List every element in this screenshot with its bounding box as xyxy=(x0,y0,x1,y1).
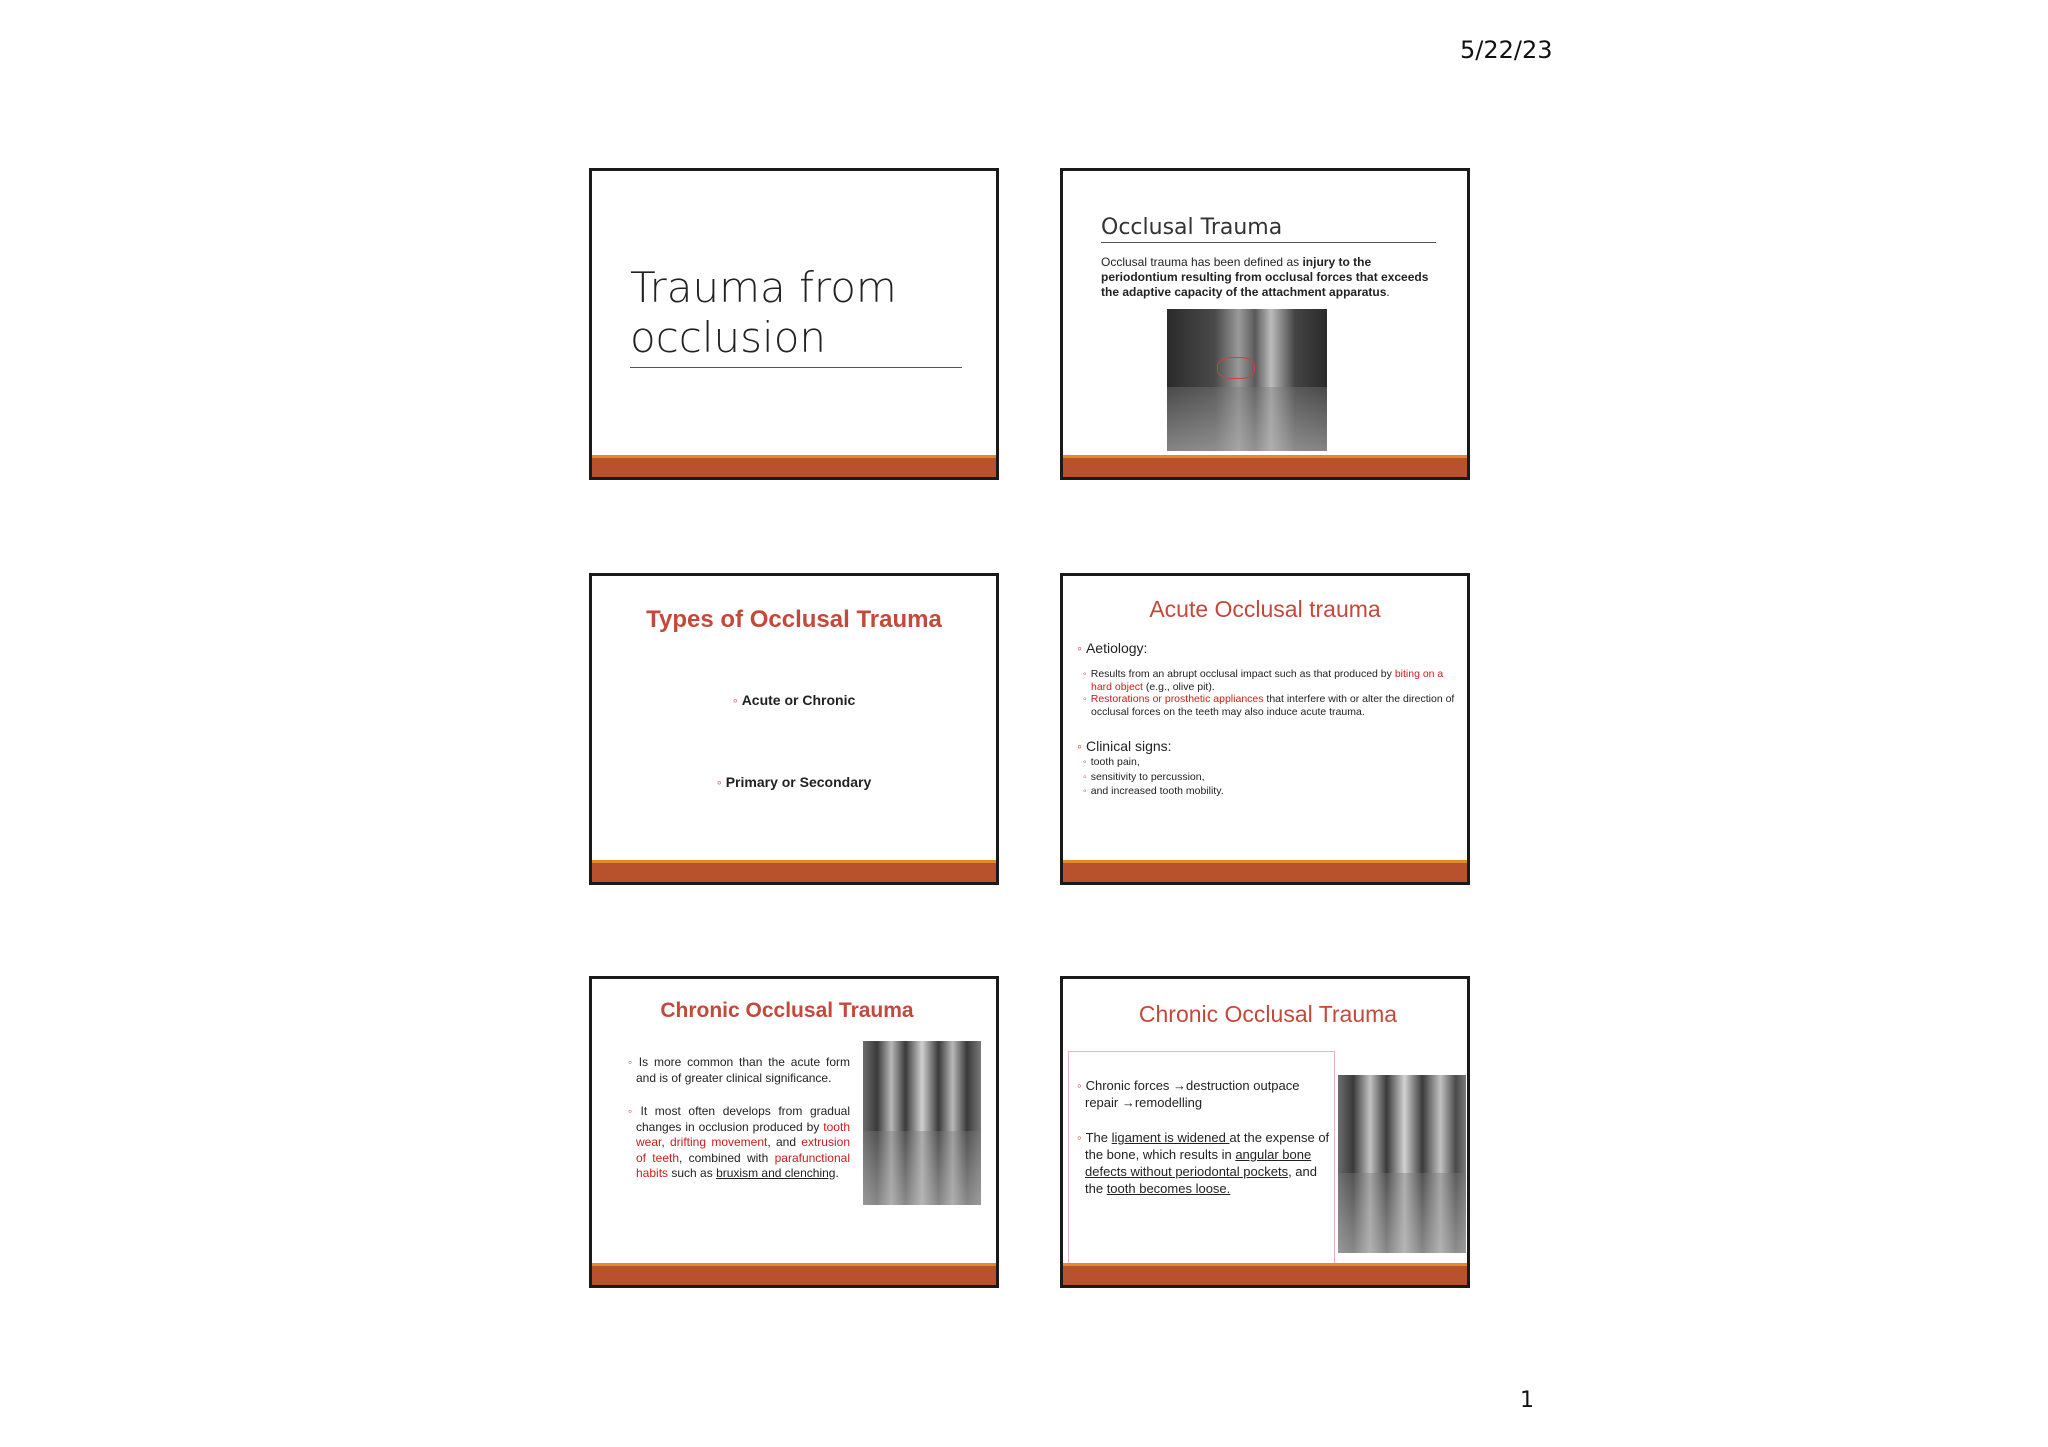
slide-footer-bar xyxy=(592,1263,996,1285)
definition-text: Occlusal trauma has been defined as injury to the periodontium resulting from occlusal forces that exceeds the adaptive capacity of the attachment apparatus. xyxy=(1101,255,1429,299)
slide-5 xyxy=(589,976,999,1288)
bullet: ◦ xyxy=(1077,1130,1082,1145)
page-number: 1 xyxy=(1520,1388,1534,1413)
slide-title: Trauma from occlusion xyxy=(630,263,962,368)
slide-body xyxy=(1077,1077,1332,1197)
list-item: ◦ tooth pain, xyxy=(1083,756,1140,768)
bullet: ◦ xyxy=(716,774,722,790)
bullet: ◦ xyxy=(628,1104,637,1118)
bullet: ◦ xyxy=(732,692,738,708)
list-item: ◦ Results from an abrupt occlusal impact such as that produced by biting on a hard object (e.g., olive pit). xyxy=(1083,668,1444,693)
bullet: ◦ xyxy=(1083,693,1087,705)
radiograph-image xyxy=(1338,1075,1466,1253)
slide-2 xyxy=(1060,168,1470,480)
list-item: ◦ It most often develops from gradual changes in occlusion produced by tooth wear, drifting movement, and extrusion of teeth, combined with parafunctional habits such as bruxism and clenching. xyxy=(628,1104,850,1180)
slide-footer-bar xyxy=(1063,455,1467,477)
slide-6 xyxy=(1060,976,1470,1288)
highlight-circle xyxy=(1217,357,1255,379)
slide-title: Chronic Occlusal Trauma xyxy=(660,999,914,1022)
list-item: ◦ Primary or Secondary xyxy=(716,774,872,790)
slide-title: Acute Occlusal trauma xyxy=(1149,596,1381,622)
list-item: ◦ Acute or Chronic xyxy=(732,692,856,708)
slide-title: Occlusal Trauma xyxy=(1101,215,1436,243)
slide-footer-bar xyxy=(1063,860,1467,882)
slide-title: Types of Occlusal Trauma xyxy=(646,606,942,633)
bullet: ◦ xyxy=(1083,668,1087,680)
radiograph-image xyxy=(1167,309,1327,451)
bullet: ◦ xyxy=(1083,756,1087,768)
list-item: ◦ Chronic forces →destruction outpace repair →remodelling xyxy=(1077,1078,1300,1110)
slide-footer-bar xyxy=(1063,1263,1467,1285)
list-item: ◦ Aetiology: xyxy=(1077,640,1148,656)
list-item: ◦ Clinical signs: xyxy=(1077,738,1172,754)
list-item: ◦ sensitivity to percussion, xyxy=(1083,770,1205,783)
print-date: 5/22/23 xyxy=(1460,36,1553,64)
slide-title: Chronic Occlusal Trauma xyxy=(1138,1001,1398,1027)
slide-footer-bar xyxy=(592,455,996,477)
slide-body xyxy=(1077,634,1457,798)
slide-4 xyxy=(1060,573,1470,885)
list-item: ◦ The ligament is widened at the expense of the bone, which results in angular bone defects without periodontal pockets, and the tooth becomes loose. xyxy=(1077,1130,1330,1196)
bullet: ◦ xyxy=(1083,785,1087,797)
bullet: ◦ xyxy=(1083,770,1087,783)
list-item: ◦ Is more common than the acute form and is of greater clinical significance. xyxy=(628,1055,850,1085)
slide-footer-bar xyxy=(592,860,996,882)
bullet: ◦ xyxy=(1077,738,1082,754)
slide-body xyxy=(628,1055,850,1182)
bullet: ◦ xyxy=(628,1055,635,1069)
bullet: ◦ xyxy=(1077,1078,1082,1093)
bullet: ◦ xyxy=(1077,640,1082,656)
radiograph-image xyxy=(863,1041,981,1205)
list-item: ◦ Restorations or prosthetic appliances that interfere with or alter the direction of occlusal forces on the teeth may also induce acute trauma. xyxy=(1083,693,1455,718)
list-item: ◦ and increased tooth mobility. xyxy=(1083,785,1224,797)
slide-3 xyxy=(589,573,999,885)
slide-1 xyxy=(589,168,999,480)
